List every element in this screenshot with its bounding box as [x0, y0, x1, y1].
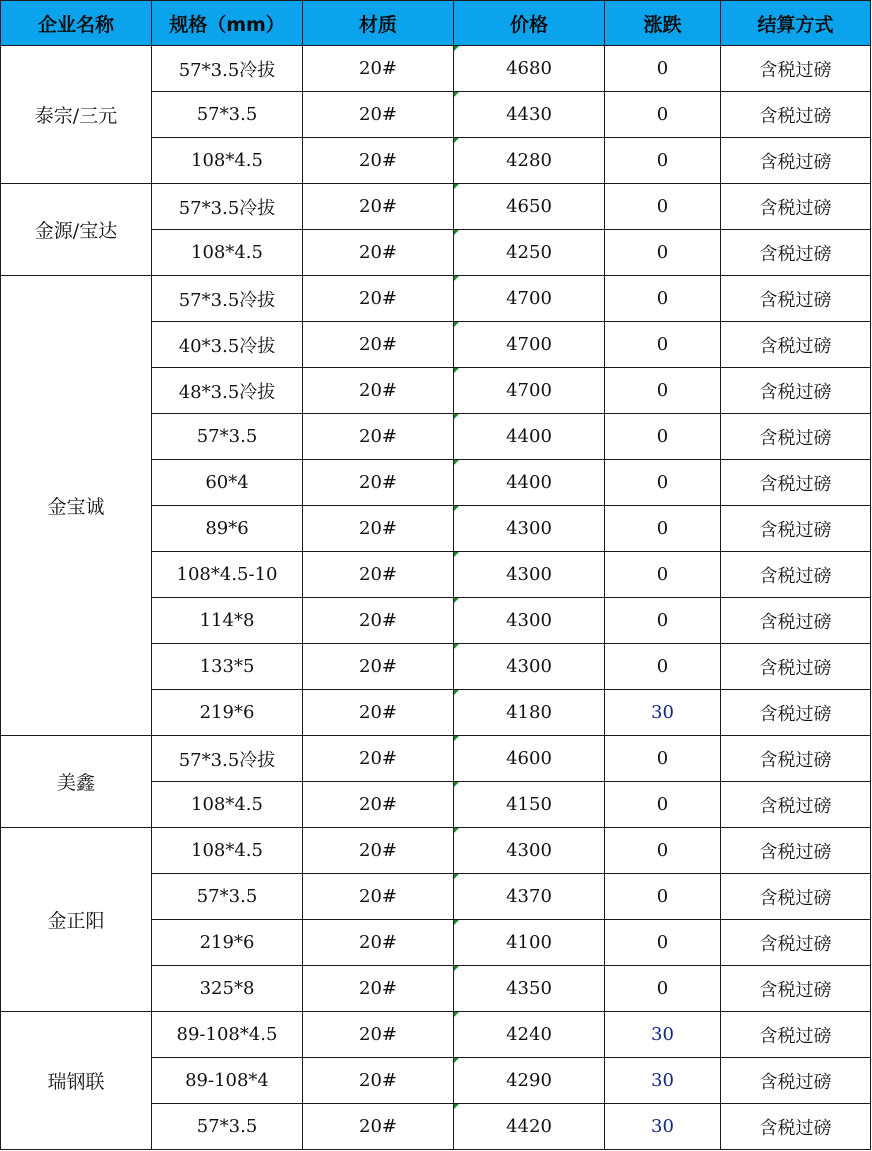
spec-cell: 89-108*4	[152, 1058, 303, 1104]
settlement-cell: 含税过磅	[721, 92, 871, 138]
settlement-cell: 含税过磅	[721, 966, 871, 1012]
settlement-cell: 含税过磅	[721, 46, 871, 92]
change-cell: 0	[605, 92, 721, 138]
company-name-cell: 泰宗/三元	[1, 46, 152, 184]
price-cell: 4700	[454, 368, 605, 414]
price-cell: 4350	[454, 966, 605, 1012]
settlement-cell: 含税过磅	[721, 828, 871, 874]
change-cell: 0	[605, 276, 721, 322]
change-cell: 0	[605, 506, 721, 552]
change-cell: 0	[605, 184, 721, 230]
settlement-cell: 含税过磅	[721, 276, 871, 322]
settlement-cell: 含税过磅	[721, 920, 871, 966]
settlement-cell: 含税过磅	[721, 1058, 871, 1104]
price-cell: 4370	[454, 874, 605, 920]
price-cell: 4700	[454, 276, 605, 322]
material-cell: 20#	[303, 1058, 454, 1104]
change-cell: 30	[605, 1058, 721, 1104]
company-name-cell: 金正阳	[1, 828, 152, 1012]
settlement-cell: 含税过磅	[721, 184, 871, 230]
material-cell: 20#	[303, 184, 454, 230]
header-spec: 规格（mm）	[152, 1, 303, 46]
change-cell: 0	[605, 138, 721, 184]
material-cell: 20#	[303, 690, 454, 736]
material-cell: 20#	[303, 46, 454, 92]
spec-cell: 108*4.5-10	[152, 552, 303, 598]
change-cell: 0	[605, 552, 721, 598]
change-cell: 0	[605, 460, 721, 506]
material-cell: 20#	[303, 644, 454, 690]
change-cell: 0	[605, 736, 721, 782]
settlement-cell: 含税过磅	[721, 368, 871, 414]
price-cell: 4300	[454, 828, 605, 874]
material-cell: 20#	[303, 322, 454, 368]
settlement-cell: 含税过磅	[721, 782, 871, 828]
settlement-cell: 含税过磅	[721, 1104, 871, 1150]
price-cell: 4250	[454, 230, 605, 276]
settlement-cell: 含税过磅	[721, 460, 871, 506]
settlement-cell: 含税过磅	[721, 552, 871, 598]
price-cell: 4240	[454, 1012, 605, 1058]
spec-cell: 108*4.5	[152, 230, 303, 276]
header-row	[1, 1, 871, 46]
table-header	[1, 1, 871, 46]
material-cell: 20#	[303, 1012, 454, 1058]
change-cell: 0	[605, 874, 721, 920]
spec-cell: 89-108*4.5	[152, 1012, 303, 1058]
change-cell: 0	[605, 230, 721, 276]
settlement-cell: 含税过磅	[721, 874, 871, 920]
spec-cell: 325*8	[152, 966, 303, 1012]
spec-cell: 219*6	[152, 690, 303, 736]
company-name-cell: 瑞钢联	[1, 1012, 152, 1150]
material-cell: 20#	[303, 92, 454, 138]
settlement-cell: 含税过磅	[721, 644, 871, 690]
settlement-cell: 含税过磅	[721, 138, 871, 184]
spec-cell: 57*3.5	[152, 92, 303, 138]
change-cell: 0	[605, 322, 721, 368]
spec-cell: 57*3.5冷拔	[152, 46, 303, 92]
material-cell: 20#	[303, 782, 454, 828]
header-change: 涨跌	[605, 1, 721, 46]
material-cell: 20#	[303, 276, 454, 322]
header-price: 价格	[454, 1, 605, 46]
price-cell: 4400	[454, 414, 605, 460]
header-settlement: 结算方式	[721, 1, 871, 46]
price-cell: 4180	[454, 690, 605, 736]
spec-cell: 60*4	[152, 460, 303, 506]
material-cell: 20#	[303, 920, 454, 966]
change-cell: 0	[605, 966, 721, 1012]
material-cell: 20#	[303, 138, 454, 184]
spec-cell: 57*3.5	[152, 874, 303, 920]
company-name-cell: 金源/宝达	[1, 184, 152, 276]
spec-cell: 219*6	[152, 920, 303, 966]
change-cell: 30	[605, 690, 721, 736]
spec-cell: 57*3.5冷拔	[152, 736, 303, 782]
material-cell: 20#	[303, 552, 454, 598]
settlement-cell: 含税过磅	[721, 506, 871, 552]
spec-cell: 108*4.5	[152, 782, 303, 828]
header-company: 企业名称	[1, 1, 152, 46]
price-cell: 4400	[454, 460, 605, 506]
price-cell: 4300	[454, 644, 605, 690]
change-cell: 0	[605, 598, 721, 644]
material-cell: 20#	[303, 460, 454, 506]
spec-cell: 57*3.5冷拔	[152, 276, 303, 322]
price-cell: 4100	[454, 920, 605, 966]
settlement-cell: 含税过磅	[721, 230, 871, 276]
price-cell: 4600	[454, 736, 605, 782]
material-cell: 20#	[303, 230, 454, 276]
change-cell: 0	[605, 828, 721, 874]
price-cell: 4680	[454, 46, 605, 92]
price-cell: 4290	[454, 1058, 605, 1104]
change-cell: 0	[605, 644, 721, 690]
settlement-cell: 含税过磅	[721, 736, 871, 782]
price-cell: 4280	[454, 138, 605, 184]
table-row	[1, 184, 871, 230]
change-cell: 0	[605, 920, 721, 966]
settlement-cell: 含税过磅	[721, 690, 871, 736]
settlement-cell: 含税过磅	[721, 1012, 871, 1058]
change-cell: 30	[605, 1012, 721, 1058]
spec-cell: 133*5	[152, 644, 303, 690]
material-cell: 20#	[303, 414, 454, 460]
change-cell: 0	[605, 414, 721, 460]
company-name-cell: 美鑫	[1, 736, 152, 828]
material-cell: 20#	[303, 966, 454, 1012]
spec-cell: 89*6	[152, 506, 303, 552]
spec-cell: 108*4.5	[152, 828, 303, 874]
settlement-cell: 含税过磅	[721, 598, 871, 644]
spec-cell: 57*3.5	[152, 414, 303, 460]
material-cell: 20#	[303, 874, 454, 920]
company-name-cell: 金宝诚	[1, 276, 152, 736]
spec-cell: 57*3.5冷拔	[152, 184, 303, 230]
material-cell: 20#	[303, 598, 454, 644]
material-cell: 20#	[303, 1104, 454, 1150]
price-cell: 4300	[454, 552, 605, 598]
table-row	[1, 736, 871, 782]
table-row	[1, 828, 871, 874]
price-cell: 4150	[454, 782, 605, 828]
price-cell: 4300	[454, 598, 605, 644]
table-row	[1, 276, 871, 322]
change-cell: 0	[605, 368, 721, 414]
table-row	[1, 1012, 871, 1058]
spec-cell: 114*8	[152, 598, 303, 644]
spec-cell: 108*4.5	[152, 138, 303, 184]
price-cell: 4420	[454, 1104, 605, 1150]
table-body	[1, 46, 871, 1150]
spec-cell: 48*3.5冷拔	[152, 368, 303, 414]
spec-cell: 40*3.5冷拔	[152, 322, 303, 368]
change-cell: 0	[605, 782, 721, 828]
price-cell: 4650	[454, 184, 605, 230]
material-cell: 20#	[303, 506, 454, 552]
price-cell: 4700	[454, 322, 605, 368]
change-cell: 0	[605, 46, 721, 92]
settlement-cell: 含税过磅	[721, 322, 871, 368]
table-row	[1, 46, 871, 92]
price-cell: 4430	[454, 92, 605, 138]
material-cell: 20#	[303, 368, 454, 414]
material-cell: 20#	[303, 736, 454, 782]
material-cell: 20#	[303, 828, 454, 874]
spec-cell: 57*3.5	[152, 1104, 303, 1150]
header-material: 材质	[303, 1, 454, 46]
settlement-cell: 含税过磅	[721, 414, 871, 460]
price-cell: 4300	[454, 506, 605, 552]
change-cell: 30	[605, 1104, 721, 1150]
